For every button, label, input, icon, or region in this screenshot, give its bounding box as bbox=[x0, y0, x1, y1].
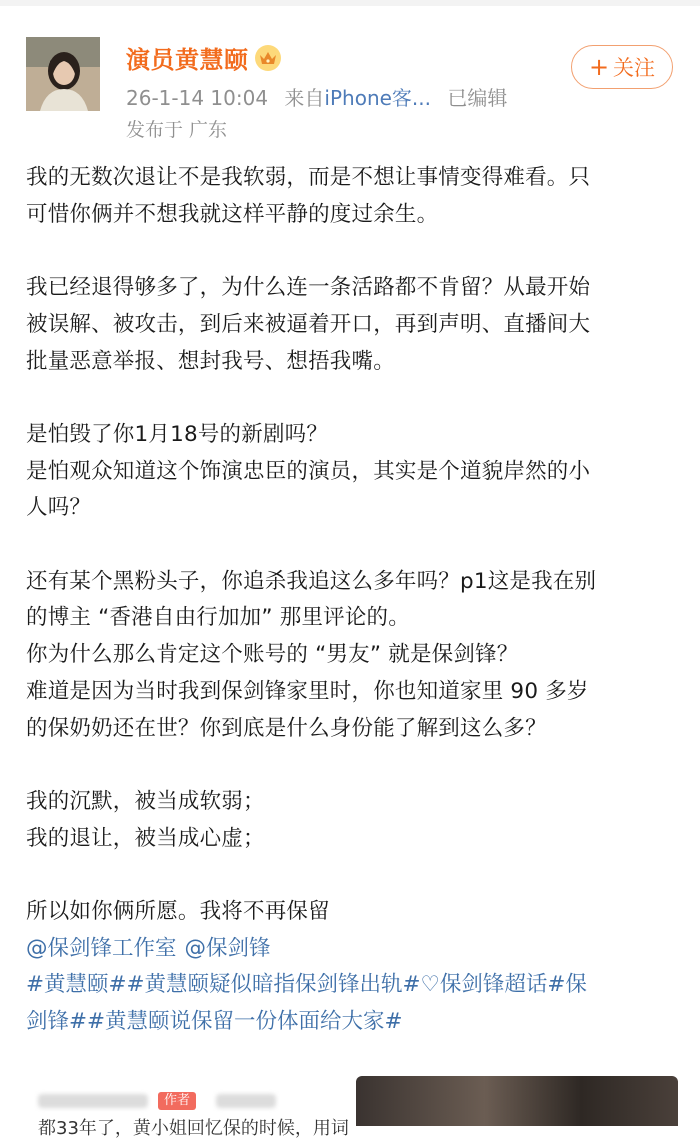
follow-label: 关注 bbox=[613, 56, 656, 80]
top-divider bbox=[0, 0, 700, 6]
text-line: 的保奶奶还在世？你到底是什么身份能了解到这么多？ bbox=[26, 715, 547, 741]
image-thumbnail[interactable] bbox=[26, 1080, 349, 1139]
text-line: 我的沉默，被当成软弱； bbox=[26, 788, 265, 814]
text-line: 难道是因为当时我到保剑锋家里时，你也知道家里 90 多岁 bbox=[26, 678, 589, 704]
blurred-meta bbox=[216, 1094, 276, 1108]
paragraph bbox=[26, 784, 676, 857]
author-name[interactable] bbox=[126, 40, 281, 75]
edited-label[interactable]: 已编辑 bbox=[447, 86, 508, 110]
source-device[interactable]: iPhone客... bbox=[324, 86, 432, 110]
text-line: 我的无数次退让不是我软弱，而是不想让事情变得难看。只 bbox=[26, 165, 591, 190]
paragraph bbox=[26, 894, 676, 931]
post-meta bbox=[126, 82, 507, 111]
paragraph bbox=[26, 564, 676, 748]
text-line: 是怕毁了你1月18号的新剧吗？ bbox=[26, 421, 329, 447]
text-line: 我已经退得够多了，为什么连一条活路都不肯留？从最开始 bbox=[26, 275, 591, 301]
hashtag-link[interactable]: 剑锋##黄慧颐说保留一份体面给大家# bbox=[26, 1009, 403, 1035]
plus-icon: + bbox=[588, 53, 610, 81]
post-timestamp: 26-1-14 10:04 bbox=[126, 86, 269, 110]
author-name-text[interactable]: 演员黄慧颐 bbox=[126, 46, 249, 74]
post-location: 发布于 广东 bbox=[126, 119, 228, 141]
hashtag-link[interactable]: #黄慧颐##黄慧颐疑似暗指保剑锋出轨#♡保剑锋超话#保 bbox=[26, 972, 587, 998]
text-line: 批量恶意举报、想封我号、想捂我嘴。 bbox=[26, 348, 395, 374]
avatar[interactable] bbox=[26, 37, 100, 111]
blurred-username bbox=[38, 1094, 148, 1108]
text-line: 可惜你俩并不想我就这样平静的度过余生。 bbox=[26, 201, 439, 227]
hashtag-line bbox=[26, 967, 676, 1004]
paragraph bbox=[26, 417, 676, 527]
paragraph bbox=[26, 160, 676, 233]
mention-link[interactable]: @保剑锋 bbox=[184, 935, 271, 961]
source-prefix: 来自 bbox=[284, 86, 325, 110]
post-body bbox=[26, 160, 676, 1041]
text-line: 我的退让，被当成心虚； bbox=[26, 825, 265, 851]
hashtag-line bbox=[26, 1004, 676, 1041]
text-line: 是怕观众知道这个饰演忠臣的演员，其实是个道貌岸然的小 bbox=[26, 458, 591, 484]
crown-icon bbox=[255, 45, 281, 71]
text-line: 所以如你俩所愿。我将不再保留 bbox=[26, 898, 330, 924]
author-badge: 作者 bbox=[158, 1092, 196, 1110]
text-line: 人吗？ bbox=[26, 495, 92, 521]
follow-button[interactable] bbox=[571, 45, 673, 89]
text-line: 你为什么那么肯定这个账号的 “男友” 就是保剑锋？ bbox=[26, 642, 519, 668]
image-thumbnail[interactable] bbox=[356, 1076, 678, 1126]
text-line: 还有某个黑粉头子，你追杀我追这么多年吗？p1这是我在别 bbox=[26, 568, 597, 594]
paragraph bbox=[26, 270, 676, 380]
mentions-line bbox=[26, 931, 676, 968]
text-line: 被误解、被攻击，到后来被逼着开口，再到声明、直播间大 bbox=[26, 311, 591, 337]
mention-link[interactable]: @保剑锋工作室 bbox=[26, 935, 177, 961]
thumbnail-snippet: 都33年了，黄小姐回忆保的时候，用词 bbox=[38, 1118, 349, 1139]
text-line: 的博主 “香港自由行加加” 那里评论的。 bbox=[26, 605, 410, 631]
